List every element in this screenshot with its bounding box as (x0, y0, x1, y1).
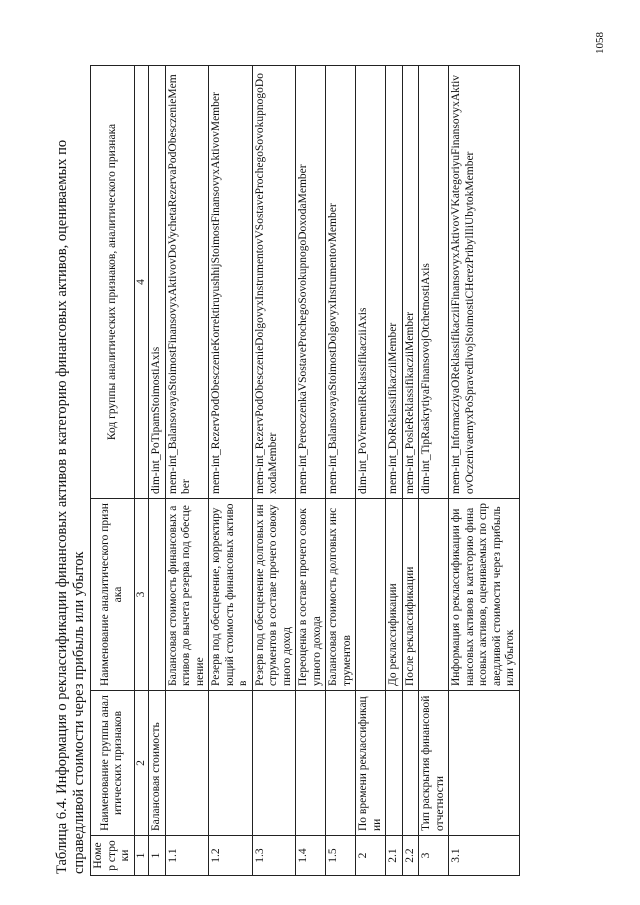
code-cell: dim-int_TipRaskrytiyaFinansovojOtchetnostiAxis (419, 66, 449, 499)
classification-table (90, 65, 520, 876)
feature-name-cell: Балансовая стоимость финансовых активов до вычета резерва под обесценение (165, 499, 209, 691)
row-number-cell: 3 (419, 836, 449, 876)
row-number-cell: 2.2 (402, 836, 419, 876)
feature-name-cell: После реклассификации (402, 499, 419, 691)
header-feature-name: Наименование аналитического признака (91, 499, 135, 691)
feature-name-cell: Резерв под обесценение, корректирующий стоимость финансовых активов (209, 499, 253, 691)
group-name-cell (326, 691, 356, 836)
group-name-cell: Балансовая стоимость (149, 691, 166, 836)
table-title: Таблица 6.4. Информация о реклассификации финансовых активов в категорию финансовых активов, оцениваемых по справедливой стоимости через прибыль или убыток (54, 139, 87, 874)
table-row (252, 66, 296, 876)
code-cell: mem-int_BalansovayaStoimostFinansovyxAktivovDoVychetaRezervaPodObesczenieMember (165, 66, 209, 499)
group-name-cell: По времени реклассификации (356, 691, 386, 836)
feature-name-cell (419, 499, 449, 691)
feature-name-cell: Информация о реклассификации финансовых активов в категорию финансовых активов, оцениваемых по справедливой стоимости через прибыль или убыток (449, 499, 520, 691)
row-number-cell: 2 (356, 836, 386, 876)
group-name-cell (386, 691, 403, 836)
feature-name-cell: Резерв под обесценение долговых инструментов в составе прочего совокупного доход (252, 499, 296, 691)
table-body (149, 66, 520, 876)
code-cell: mem-int_DoReklassifikacziiMember (386, 66, 403, 499)
feature-name-cell: Балансовая стоимость долговых инструментов (326, 499, 356, 691)
row-number-cell: 1.2 (209, 836, 253, 876)
row-number-cell: 3.1 (449, 836, 520, 876)
row-number-cell: 1 (149, 836, 166, 876)
rotated-page-content (54, 66, 614, 876)
row-number-cell: 1.5 (326, 836, 356, 876)
row-number-cell: 1.3 (252, 836, 296, 876)
page-number: 1058 (594, 32, 606, 54)
column-number: 2 (134, 691, 149, 836)
feature-name-cell (356, 499, 386, 691)
column-number: 1 (134, 836, 149, 876)
table-row (326, 66, 356, 876)
header-code: Код группы аналитических признаков, аналитического признака (91, 66, 135, 499)
code-cell: mem-int_BalansovayaStoimostDolgovyxInstrumentovMember (326, 66, 356, 499)
code-cell: mem-int_PereoczenkaVSostaveProchegoSovokupnogoDoxodaMember (296, 66, 326, 499)
group-name-cell (209, 691, 253, 836)
feature-name-cell (149, 499, 166, 691)
code-cell: dim-int_PoTipamStoimostiAxis (149, 66, 166, 499)
group-name-cell (296, 691, 326, 836)
table-row (356, 66, 386, 876)
table-row (419, 66, 449, 876)
table-row (209, 66, 253, 876)
group-name-cell: Тип раскрытия финансовой отчетности (419, 691, 449, 836)
code-cell: mem-int_PosleReklassifikacziiMember (402, 66, 419, 499)
row-number-cell: 1.1 (165, 836, 209, 876)
header-group-name: Наименование группы аналитических признаков (91, 691, 135, 836)
column-number: 4 (134, 66, 149, 499)
code-cell: mem-int_InformacziyaOReklassifikacziiFinansovyxAktivovVKategoriyuFinansovyxAktivovOczenivaemyxPoSpravedlivojStoimostiCHerezPribylIliUbytokMember (449, 66, 520, 499)
group-name-cell (165, 691, 209, 836)
feature-name-cell: До реклассификации (386, 499, 403, 691)
code-cell: dim-int_PoVremeniReklassifikacziiAxis (356, 66, 386, 499)
table-row (449, 66, 520, 876)
column-number: 3 (134, 499, 149, 691)
table-row (402, 66, 419, 876)
table-row (386, 66, 403, 876)
table-row (296, 66, 326, 876)
group-name-cell (449, 691, 520, 836)
code-cell: mem-int_RezervPodObesczenieDolgovyxInstrumentovVSostaveProchegoSovokupnogoDoxodaMember (252, 66, 296, 499)
row-number-cell: 2.1 (386, 836, 403, 876)
header-row (91, 66, 135, 876)
table-row (165, 66, 209, 876)
feature-name-cell: Переоценка в составе прочего совокупного дохода (296, 499, 326, 691)
table-row (149, 66, 166, 876)
group-name-cell (252, 691, 296, 836)
row-number-cell: 1.4 (296, 836, 326, 876)
header-row-number: Номер строки (91, 836, 135, 876)
code-cell: mem-int_RezervPodObesczenieKorrektiruyushhijStoimostFinansovyxAktivovMember (209, 66, 253, 499)
group-name-cell (402, 691, 419, 836)
column-numbers-row (134, 66, 149, 876)
